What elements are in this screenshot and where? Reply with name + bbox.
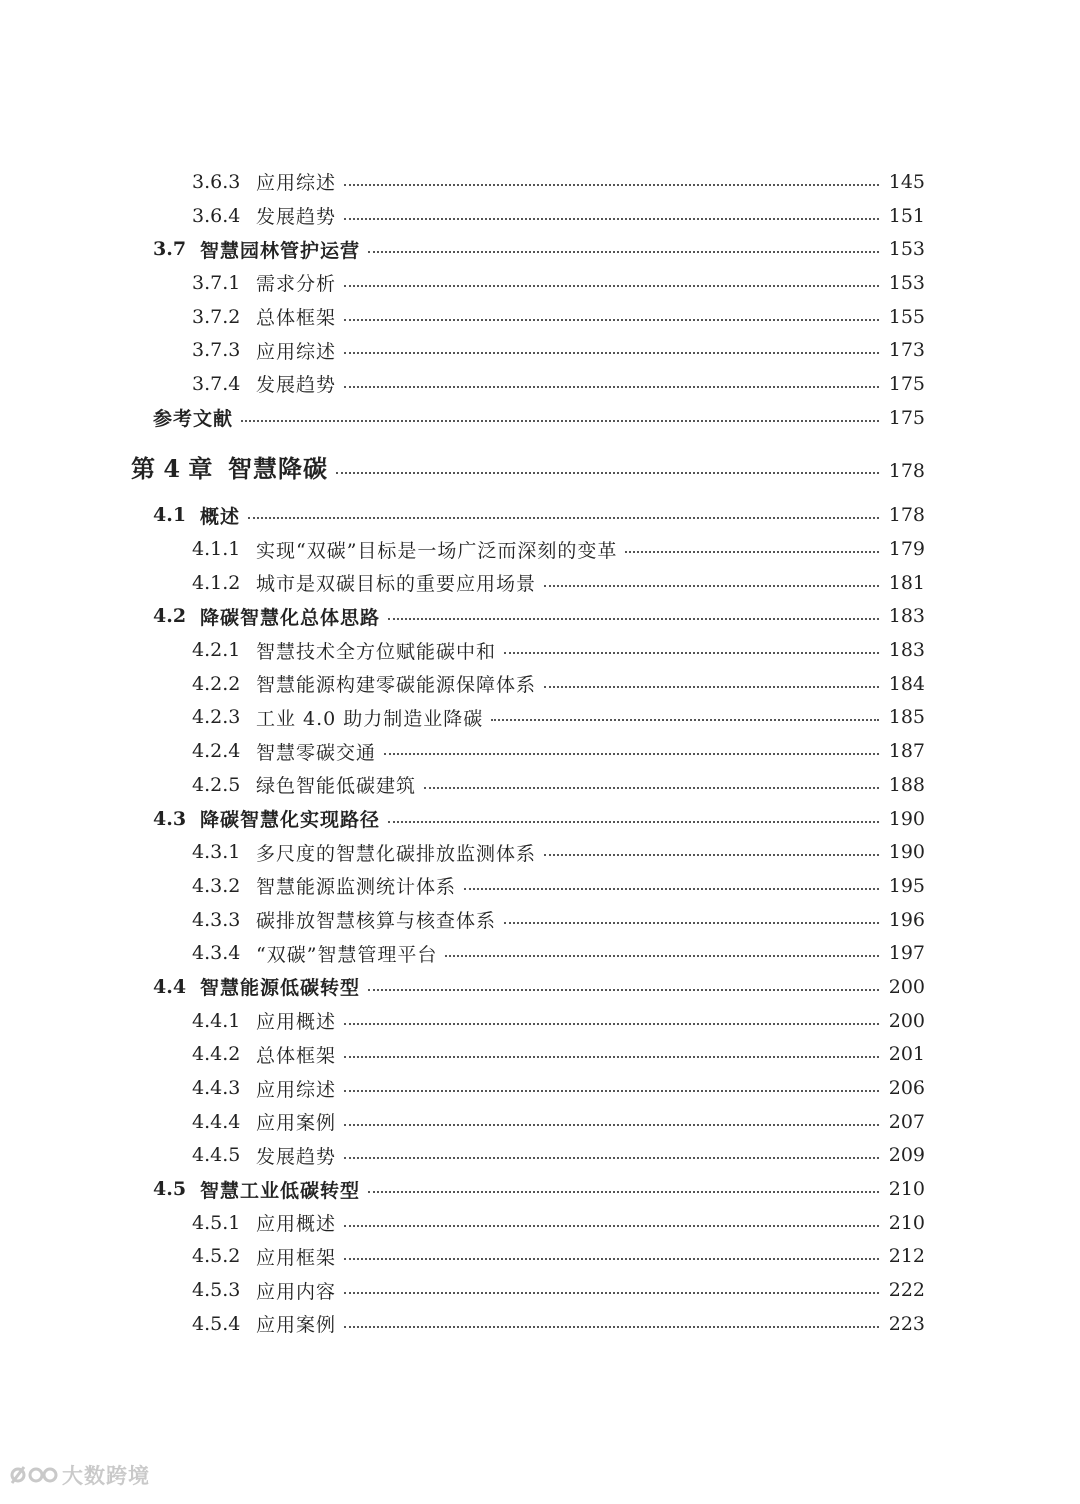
toc-entry-title: 城市是双碳目标的重要应用场景 <box>256 573 537 596</box>
toc-entry-title: 智慧工业低碳转型 <box>200 1179 361 1202</box>
toc-entry-number: 4.2 <box>153 605 187 628</box>
toc-entry-title: 多尺度的智慧化碳排放监测体系 <box>256 842 537 865</box>
toc-entry-title: 智慧降碳 <box>228 455 328 483</box>
toc-entry-title: 概述 <box>200 505 241 528</box>
toc-entry[interactable] <box>0 266 1080 300</box>
toc-entry[interactable] <box>0 1139 1080 1173</box>
toc-entry-title: 应用框架 <box>256 1246 337 1269</box>
toc-entry-page: 200 <box>888 975 925 998</box>
toc-entry-number: 4.1 <box>153 504 187 527</box>
toc-entry-title: 应用概述 <box>256 1011 337 1034</box>
dot-leader <box>248 517 879 519</box>
toc-entry-number: 4.2.4 <box>192 740 241 763</box>
dot-leader <box>368 1191 879 1193</box>
toc-entry-number: 4.5.4 <box>192 1312 241 1335</box>
toc-entry-page: 196 <box>888 908 925 931</box>
dot-leader <box>504 652 879 654</box>
toc-entry-number: 4.3 <box>153 807 187 830</box>
toc-entry-page: 197 <box>888 942 925 965</box>
toc-entry[interactable] <box>0 165 1080 199</box>
toc-entry-number: 第 4 章 <box>131 454 213 483</box>
watermark <box>10 1460 150 1490</box>
toc-entry-title: 绿色智能低碳建筑 <box>256 775 417 798</box>
toc-entry-number: 4.2.3 <box>192 706 241 729</box>
toc-entry-page: 210 <box>888 1211 925 1234</box>
toc-entry-title: 智慧能源低碳转型 <box>200 977 361 1000</box>
toc-entry-page: 188 <box>888 773 925 796</box>
dot-leader <box>544 686 879 688</box>
dot-leader <box>368 251 879 253</box>
toc-entry[interactable] <box>0 903 1080 937</box>
toc-entry-page: 183 <box>888 605 925 628</box>
toc-entry-page: 175 <box>888 406 925 429</box>
dot-leader <box>344 319 879 321</box>
dot-leader <box>344 1056 879 1058</box>
toc-entry[interactable] <box>0 566 1080 600</box>
toc-entry[interactable] <box>0 1004 1080 1038</box>
toc-entry-number: 4.1.1 <box>192 538 241 561</box>
toc-entry-page: 201 <box>888 1043 925 1066</box>
dot-leader <box>241 420 879 422</box>
dot-leader <box>504 922 879 924</box>
dot-leader <box>464 888 879 890</box>
toc-entry-number: 3.7.4 <box>192 372 241 395</box>
toc-entry-page: 223 <box>888 1312 925 1335</box>
toc-entry-number: 4.5 <box>153 1178 187 1201</box>
toc-entry-page: 190 <box>888 841 925 864</box>
toc-entry-title: 降碳智慧化实现路径 <box>200 809 381 832</box>
toc-entry-title: 应用内容 <box>256 1280 337 1303</box>
toc-entry[interactable] <box>0 232 1080 266</box>
toc-entry-page: 145 <box>888 170 925 193</box>
toc-entry[interactable] <box>0 1206 1080 1240</box>
toc-entry-page: 210 <box>888 1178 925 1201</box>
toc-entry[interactable] <box>0 333 1080 367</box>
dot-leader <box>344 218 879 220</box>
toc-entry-page: 207 <box>888 1110 925 1133</box>
toc-entry-page: 200 <box>888 1009 925 1032</box>
dot-leader <box>445 955 879 957</box>
toc-entry-page: 153 <box>888 271 925 294</box>
toc-entry-number: 4.5.3 <box>192 1279 241 1302</box>
toc-entry-title: 应用案例 <box>256 1112 337 1135</box>
dot-leader <box>625 551 879 553</box>
toc-entry-title: 应用综述 <box>256 340 337 363</box>
toc-entry-page: 183 <box>888 639 925 662</box>
toc-entry-page: 209 <box>888 1144 925 1167</box>
toc-entry-title: 发展趋势 <box>256 1145 337 1168</box>
dot-leader <box>388 618 879 620</box>
toc-entry[interactable] <box>0 499 1080 533</box>
toc-entry-title: 参考文献 <box>153 408 234 431</box>
toc-entry[interactable] <box>0 367 1080 401</box>
toc-entry-number: 3.7.2 <box>192 305 241 328</box>
toc-entry-number: 4.2.5 <box>192 773 241 796</box>
toc-entry-title: 智慧园林管护运营 <box>200 239 361 262</box>
dot-leader <box>344 1023 879 1025</box>
toc-entry-page: 175 <box>888 372 925 395</box>
toc-entry-number: 3.7 <box>153 238 187 261</box>
toc-entry[interactable] <box>0 936 1080 970</box>
toc-entry-number: 4.2.2 <box>192 672 241 695</box>
toc-entry[interactable] <box>0 667 1080 701</box>
toc-entry-title: 需求分析 <box>256 273 337 296</box>
toc-entry-title: 总体框架 <box>256 307 337 330</box>
toc-entry[interactable] <box>0 734 1080 768</box>
toc-entry-title: 总体框架 <box>256 1044 337 1067</box>
dot-leader <box>344 352 879 354</box>
toc-entry-page: 151 <box>888 204 925 227</box>
dot-leader <box>544 854 879 856</box>
toc-entry-page: 195 <box>888 874 925 897</box>
toc-entry-page: 155 <box>888 305 925 328</box>
toc-entry-title: 智慧零碳交通 <box>256 741 377 764</box>
toc-entry[interactable] <box>0 435 1080 499</box>
toc-entry[interactable] <box>0 1105 1080 1139</box>
toc-entry-number: 4.2.1 <box>192 639 241 662</box>
toc-entry[interactable] <box>0 768 1080 802</box>
dot-leader <box>384 753 879 755</box>
toc-entry-title: 智慧能源构建零碳能源保障体系 <box>256 674 537 697</box>
toc-entry[interactable] <box>0 1307 1080 1341</box>
toc-entry-number: 4.1.2 <box>192 571 241 594</box>
toc-entry-title: 应用案例 <box>256 1314 337 1337</box>
toc-entry-title: 智慧能源监测统计体系 <box>256 876 457 899</box>
toc-entry-title: 碳排放智慧核算与核查体系 <box>256 910 497 933</box>
toc-entry-title: 发展趋势 <box>256 374 337 397</box>
toc-entry-number: 4.3.3 <box>192 908 241 931</box>
toc-entry-title: 应用概述 <box>256 1213 337 1236</box>
dot-leader <box>344 1258 879 1260</box>
toc-entry[interactable] <box>0 1071 1080 1105</box>
toc-entry-number: 4.4 <box>153 975 187 998</box>
toc-entry-number: 4.4.4 <box>192 1110 241 1133</box>
toc-entry-page: 222 <box>888 1279 925 1302</box>
dot-leader <box>336 472 879 474</box>
toc-entry-page: 212 <box>888 1245 925 1268</box>
toc-entry-number: 4.4.2 <box>192 1043 241 1066</box>
toc-entry[interactable] <box>0 600 1080 634</box>
toc-entry[interactable] <box>0 835 1080 869</box>
toc-entry-title: 实现“双碳”目标是一场广泛而深刻的变革 <box>256 539 618 562</box>
toc-entry[interactable] <box>0 1038 1080 1072</box>
toc-entry-number: 4.3.2 <box>192 874 241 897</box>
toc-entry-number: 4.3.4 <box>192 942 241 965</box>
toc-entry-page: 206 <box>888 1077 925 1100</box>
toc-entry-number: 3.6.4 <box>192 204 241 227</box>
dot-leader <box>344 1292 879 1294</box>
brand-logo-icon <box>10 1462 58 1488</box>
toc-entry[interactable] <box>0 1172 1080 1206</box>
toc-entry-title: 工业 4.0 助力制造业降碳 <box>256 707 484 730</box>
dot-leader <box>368 989 879 991</box>
toc-entry-page: 179 <box>888 538 925 561</box>
toc-entry-number: 3.7.1 <box>192 271 241 294</box>
toc-entry[interactable] <box>0 802 1080 836</box>
toc-entry-page: 173 <box>888 339 925 362</box>
dot-leader <box>344 1157 879 1159</box>
watermark-text: 大数跨境 <box>62 1464 150 1488</box>
toc-entry-number: 3.6.3 <box>192 170 241 193</box>
toc-entry[interactable] <box>0 701 1080 735</box>
dot-leader <box>344 1326 879 1328</box>
toc-entry-title: 降碳智慧化总体思路 <box>200 606 381 629</box>
toc-entry[interactable] <box>0 869 1080 903</box>
dot-leader <box>344 1225 879 1227</box>
dot-leader <box>344 1124 879 1126</box>
toc-entry-title: 应用综述 <box>256 1078 337 1101</box>
dot-leader <box>491 719 879 721</box>
table-of-contents <box>0 165 1080 1341</box>
dot-leader <box>344 184 879 186</box>
toc-entry-page: 181 <box>888 571 925 594</box>
toc-entry[interactable] <box>0 633 1080 667</box>
toc-entry-title: 应用综述 <box>256 172 337 195</box>
toc-entry-number: 4.4.3 <box>192 1077 241 1100</box>
dot-leader <box>344 285 879 287</box>
toc-entry-page: 190 <box>888 807 925 830</box>
toc-entry-page: 185 <box>888 706 925 729</box>
dot-leader <box>344 386 879 388</box>
toc-entry[interactable] <box>0 300 1080 334</box>
toc-entry-number: 3.7.3 <box>192 339 241 362</box>
toc-entry-page: 178 <box>888 459 925 482</box>
dot-leader <box>424 787 879 789</box>
toc-entry-page: 187 <box>888 740 925 763</box>
toc-entry-title: 发展趋势 <box>256 206 337 229</box>
toc-entry[interactable] <box>0 199 1080 233</box>
toc-entry-page: 184 <box>888 672 925 695</box>
toc-entry[interactable] <box>0 532 1080 566</box>
toc-entry-number: 4.5.2 <box>192 1245 241 1268</box>
toc-entry-title: 智慧技术全方位赋能碳中和 <box>256 640 497 663</box>
toc-entry-number: 4.3.1 <box>192 841 241 864</box>
toc-entry[interactable] <box>0 970 1080 1004</box>
toc-entry[interactable] <box>0 1240 1080 1274</box>
dot-leader <box>344 1090 879 1092</box>
dot-leader <box>388 821 879 823</box>
toc-entry-number: 4.4.1 <box>192 1009 241 1032</box>
toc-entry[interactable] <box>0 1273 1080 1307</box>
toc-entry[interactable] <box>0 401 1080 435</box>
toc-entry-page: 153 <box>888 238 925 261</box>
toc-entry-page: 178 <box>888 504 925 527</box>
dot-leader <box>544 585 879 587</box>
toc-entry-number: 4.5.1 <box>192 1211 241 1234</box>
toc-entry-title: “双碳”智慧管理平台 <box>256 943 438 966</box>
toc-entry-number: 4.4.5 <box>192 1144 241 1167</box>
